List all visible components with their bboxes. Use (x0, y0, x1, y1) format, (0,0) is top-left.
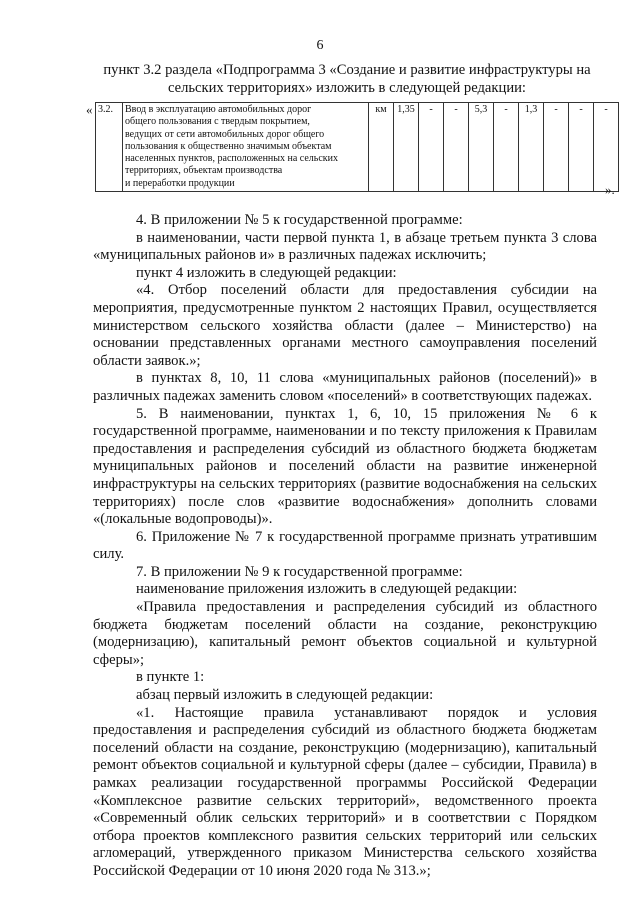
table-row (96, 103, 619, 192)
paragraph: 5. В наименовании, пунктах 1, 6, 10, 15 приложения № 6 к государственной программе, наименовании и по тексту приложения к Правилам предоставления и распределения субсидий из областного бюджета бюджетам муниципальных районов и поселений области на развитие инженерной инфраструктуры на сельских территориях (развитие водоснабжения на сельских территориях) после слов «развитие водоснабжения» дополнить словами «(локальные водопроводы)». (93, 405, 597, 528)
paragraph: в пункте 1: (136, 669, 205, 686)
value-cell: - (419, 103, 444, 192)
document-body (93, 212, 597, 881)
name-line: и переработки продукции (125, 177, 235, 189)
paragraph: «4. Отбор поселений области для предоставления субсидии на мероприятия, предусмотренные пунктом 2 настоящих Правил, осуществляется министерством сельского хозяйства области (далее – Министерство) на основании представленных органами местного самоуправления поселений области заявок.»; (93, 282, 597, 369)
paragraph: в пунктах 8, 10, 11 слова «муниципальных районов (поселений)» в различных падежах заменить словом «поселений» в соответствующих падежах. (93, 370, 597, 404)
paragraph: 4. В приложении № 5 к государственной программе: (136, 212, 463, 228)
value-cell: - (494, 103, 519, 192)
table-close-quote: ». (605, 182, 615, 197)
value-cell: - (544, 103, 569, 192)
name-line: общего пользования с твердым покрытием, (125, 116, 310, 128)
row-number-cell: 3.2. (96, 103, 123, 192)
value-cell: 1,35 (394, 103, 419, 192)
table-open-quote: « (86, 102, 93, 117)
page-number: 6 (316, 38, 324, 53)
intro-paragraph: пункт 3.2 раздела «Подпрограмма 3 «Создание и развитие инфраструктуры на сельских территориях» изложить в следующей редакции: (103, 62, 591, 96)
paragraph: «1. Настоящие правила устанавливают порядок и условия предоставления и распределения субсидий из областного бюджета бюджетам поселений области на создание, реконструкцию (модернизацию), капитальный ремонт объектов социальной и культурной сферы (далее – субсидии, Правила) в рамках реализации государственной программы Российской Федерации «Комплексное развитие сельских территорий», ведомственного проекта «Современный облик сельских территорий» и в соответствии с Порядком отбора проектов комплексного развития сельских территорий или сельских агломераций, утвержденного приказом Министерства сельского хозяйства Российской Федерации от 10 июня 2020 года № 313.»; (93, 704, 597, 879)
paragraph: 6. Приложение № 7 к государственной программе признать утратившим силу. (93, 528, 597, 563)
value-cell: - (569, 103, 594, 192)
name-line: пользования к общественно значимым объектам (125, 140, 332, 152)
value-cell: - (594, 103, 619, 192)
paragraph: в наименовании, части первой пункта 1, в абзаце третьем пункта 3 слова «муниципальных районов и» в различных падежах исключить; (93, 229, 597, 264)
row-name-cell (123, 103, 369, 192)
name-line: Ввод в эксплуатацию автомобильных дорог (125, 104, 312, 115)
name-line: ведущих от сети автомобильных дорог общего (125, 128, 325, 140)
paragraph: наименование приложения изложить в следующей редакции: (136, 581, 518, 598)
paragraph: абзац первый изложить в следующей редакции: (136, 687, 434, 704)
name-line: территориях, объектам производства (125, 165, 283, 177)
indicator-table (95, 102, 619, 192)
value-cell: 1,3 (519, 103, 544, 192)
name-line: населенных пунктов, расположенных на сельских (125, 153, 338, 165)
paragraph: «Правила предоставления и распределения субсидий из областного бюджета бюджетам поселений области на создание, реконструкцию (модернизацию), капитальный ремонт объектов социальной и культурной сферы»; (93, 599, 597, 668)
paragraph: 7. В приложении № 9 к государственной программе: (136, 563, 463, 580)
value-cell: 5,3 (469, 103, 494, 192)
value-cell: - (444, 103, 469, 192)
unit-cell: км (369, 103, 394, 192)
paragraph: пункт 4 изложить в следующей редакции: (136, 264, 397, 281)
